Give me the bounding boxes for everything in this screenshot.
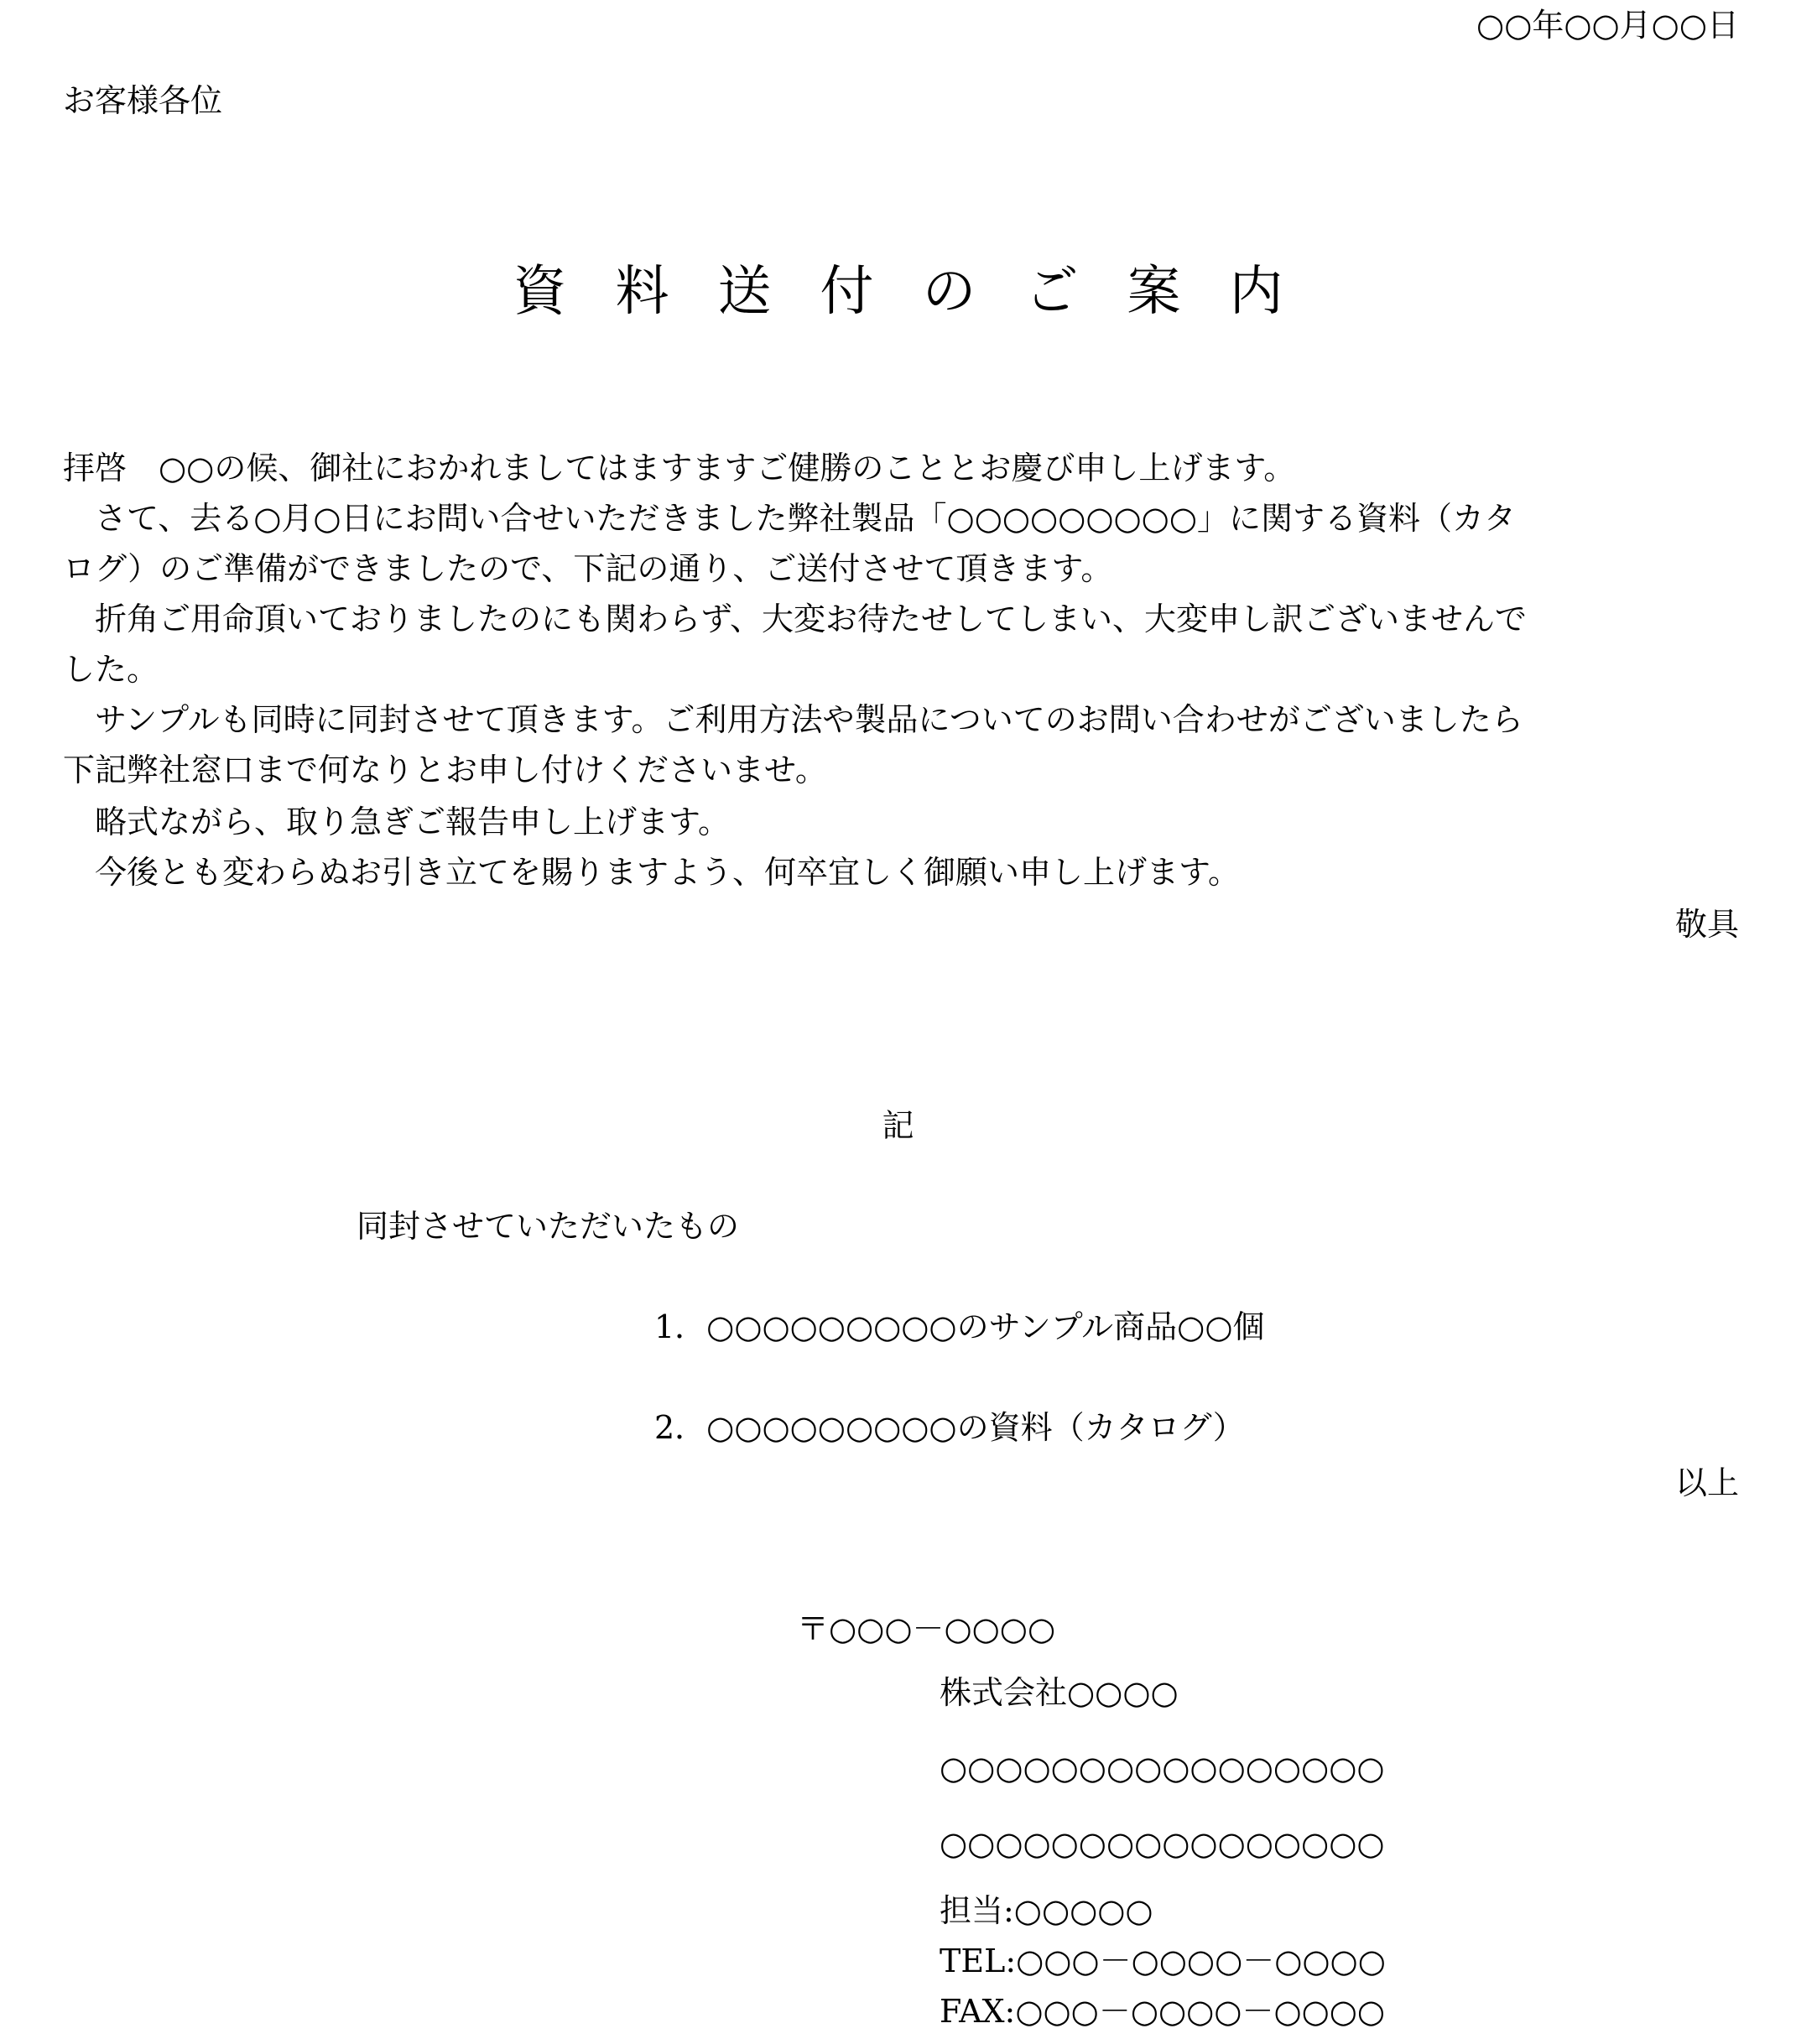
body-line: 略式ながら、取り急ぎご報告申し上げます。: [63, 804, 730, 840]
closing-keigu: 敬具: [1674, 906, 1739, 943]
company-name: 株式会社○○○○: [940, 1674, 1179, 1711]
body-line: ログ）のご準備ができましたので、下記の通り、ご送付させて頂きます。: [63, 550, 1113, 587]
contact-person: 担当:○○○○○: [940, 1892, 1153, 1929]
page-title: 資料送付のご案内: [513, 261, 1332, 323]
phone-number: TEL:○○○－○○○○－○○○○: [940, 1943, 1386, 1979]
body-line: 今後とも変わらぬお引き立てを賜りますよう、何卒宜しく御願い申し上げます。: [63, 854, 1240, 891]
list-item: 1．○○○○○○○○○のサンプル商品○○個: [654, 1308, 1265, 1345]
body-line: 下記弊社窓口まで何なりとお申し付けくださいませ。: [63, 752, 827, 788]
body-line: 折角ご用命頂いておりましたのにも関わらず、大変お待たせしてしまい、大変申し訳ございませんで: [63, 601, 1527, 637]
enclosed-label: 同封させていただいたもの: [357, 1208, 740, 1245]
postal-code: 〒○○○－○○○○: [797, 1610, 1056, 1647]
record-heading: 記: [882, 1107, 914, 1144]
letter-date: ○○年○○月○○日: [1476, 7, 1739, 44]
fax-number: FAX:○○○－○○○○－○○○○: [940, 1993, 1386, 2030]
record-end: 以上: [1674, 1464, 1739, 1501]
body-line: 拝啓 ○○の候、御社におかれましてはますますご健勝のこととお慶び申し上げます。: [63, 450, 1296, 486]
address-line: ○○○○○○○○○○○○○○○○: [940, 1750, 1385, 1787]
body-line: さて、去る○月○日にお問い合せいただきました弊社製品「○○○○○○○○○」に関する資料（カタ: [63, 500, 1516, 537]
recipient: お客様各位: [63, 82, 223, 119]
address-line: ○○○○○○○○○○○○○○○○: [940, 1825, 1385, 1862]
list-item: 2．○○○○○○○○○の資料（カタログ）: [654, 1409, 1245, 1446]
body-line: した。: [63, 651, 159, 688]
body-line: サンプルも同時に同封させて頂きます。ご利用方法や製品についてのお問い合わせがございましたら: [63, 701, 1523, 738]
